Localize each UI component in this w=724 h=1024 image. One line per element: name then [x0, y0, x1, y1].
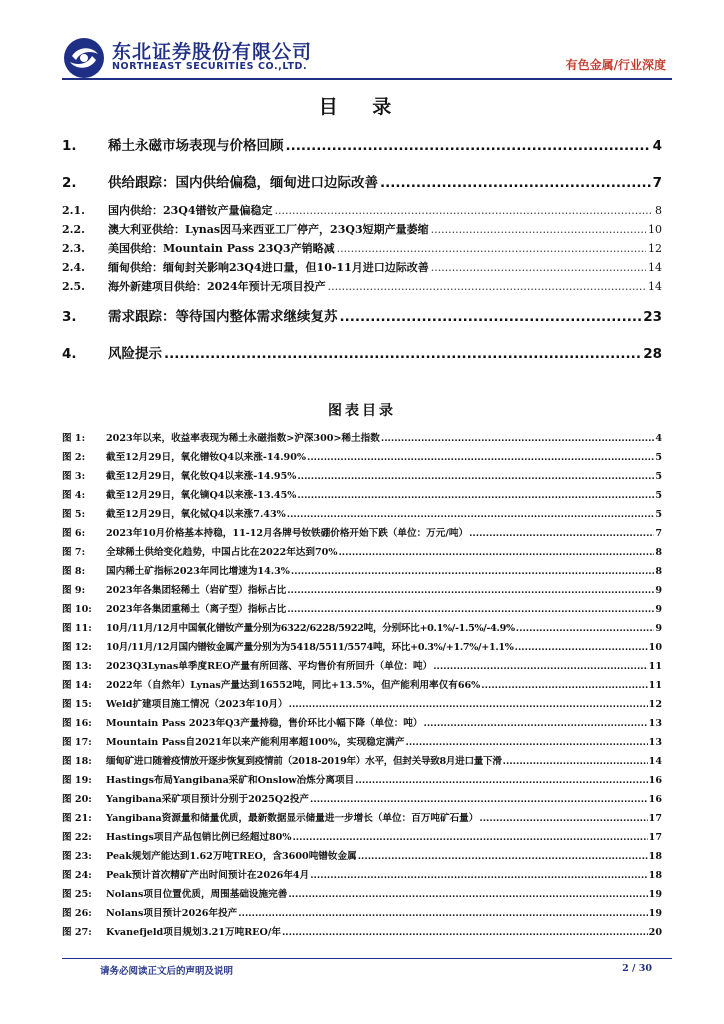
- figure-item[interactable]: [62, 658, 662, 674]
- company-name-cn: 东北证券股份有限公司: [112, 41, 313, 63]
- figure-page: 5: [655, 490, 662, 501]
- dot-leader: [297, 471, 654, 482]
- toc-item-number: 2.3.: [62, 242, 85, 255]
- figure-caption: 2023年各集团轻稀土（岩矿型）指标占比: [106, 585, 287, 596]
- figure-number: 图 12:: [62, 642, 92, 653]
- figure-item[interactable]: [62, 601, 662, 617]
- figure-item[interactable]: [62, 886, 662, 902]
- dot-leader: [310, 794, 648, 805]
- page-number: 2 / 30: [622, 963, 652, 974]
- dot-leader: [433, 661, 647, 672]
- figure-page: 11: [648, 661, 662, 672]
- toc-item-number: 2.2.: [62, 223, 85, 236]
- figure-page: 18: [648, 851, 662, 862]
- figure-item[interactable]: [62, 753, 662, 769]
- figure-item[interactable]: [62, 525, 662, 541]
- figure-number: 图 11:: [62, 623, 92, 634]
- figure-caption: 2023年各集团重稀土（离子型）指标占比: [106, 604, 287, 615]
- figure-number: 图 18:: [62, 756, 92, 767]
- figure-number: 图 20:: [62, 794, 92, 805]
- toc-item-page: 14: [648, 280, 662, 293]
- figure-number: 图 16:: [62, 718, 92, 729]
- figure-page: 17: [648, 813, 662, 824]
- figure-caption: 缅甸矿进口随着疫情放开逐步恢复到疫情前（2018-2019年）水平，但封关导致8月进口量下滑: [106, 756, 502, 767]
- figure-page: 9: [655, 623, 662, 634]
- figure-page: 19: [648, 908, 662, 919]
- footer-disclaimer: 请务必阅读正文后的声明及说明: [100, 966, 234, 977]
- toc-item-number: 4.: [62, 346, 77, 362]
- dot-leader: [289, 699, 648, 710]
- toc-subitem[interactable]: [62, 202, 662, 218]
- toc-item-label: 海外新建项目供给：2024年预计无项目投产: [108, 280, 326, 293]
- dot-leader: [355, 775, 647, 786]
- figure-page: 11: [648, 680, 662, 691]
- header-divider: [62, 78, 672, 80]
- dot-leader: [288, 889, 647, 900]
- toc-item-label: 风险提示: [108, 346, 162, 362]
- report-category: 有色金属/行业深度: [565, 58, 666, 72]
- figure-number: 图 23:: [62, 851, 92, 862]
- figure-item[interactable]: [62, 734, 662, 750]
- toc-item-number: 2.5.: [62, 280, 85, 293]
- page-header: [62, 36, 672, 76]
- figure-item[interactable]: [62, 430, 662, 446]
- figure-number: 图 4:: [62, 490, 86, 501]
- figure-caption: Nolans项目位置优质，周围基础设施完善: [106, 889, 288, 900]
- figure-page: 9: [655, 585, 662, 596]
- figure-number: 图 7:: [62, 547, 86, 558]
- toc-item-label: 供给跟踪：国内供给偏稳，缅甸进口边际改善: [108, 175, 378, 191]
- dot-leader: [338, 547, 654, 558]
- figure-caption: Peak预计首次精矿产出时间预计在2026年4月: [106, 870, 310, 881]
- figure-number: 图 17:: [62, 737, 92, 748]
- dot-leader: [287, 585, 654, 596]
- toc-item-label: 缅甸供给：缅甸封关影响23Q4进口量，但10-11月进口边际改善: [108, 261, 429, 274]
- figure-page: 19: [648, 889, 662, 900]
- figure-caption: 截至12月29日，氧化镨钕Q4以来涨-14.90%: [106, 452, 306, 463]
- figure-item[interactable]: [62, 449, 662, 465]
- figure-page: 8: [655, 547, 662, 558]
- figure-caption: 10月/11月/12月中国氧化镨钕产量分别为6322/6228/5922吨，分别环比+0.1%/-1.5%/-4.9%: [106, 623, 515, 634]
- figure-item[interactable]: [62, 696, 662, 712]
- figure-page: 9: [655, 604, 662, 615]
- figure-number: 图 8:: [62, 566, 86, 577]
- figure-number: 图 25:: [62, 889, 92, 900]
- toc-item-page: 28: [643, 346, 662, 362]
- dot-leader: [297, 490, 654, 501]
- figure-item[interactable]: [62, 791, 662, 807]
- toc-item[interactable]: [62, 342, 662, 362]
- figure-number: 图 13:: [62, 661, 92, 672]
- figure-caption: Kvanefjeld项目规划3.21万吨REO/年: [106, 927, 281, 938]
- figure-caption: Yangibana资源量和储量优质，最新数据显示储量进一步增长（单位：百万吨矿石量）: [106, 813, 479, 824]
- dot-leader: [164, 346, 641, 362]
- toc-item-page: 14: [648, 261, 662, 274]
- figure-page: 17: [648, 832, 662, 843]
- figure-number: 图 5:: [62, 509, 86, 520]
- figure-caption: Peak规划产能达到1.62万吨TREO，含3600吨镨钕金属: [106, 851, 357, 862]
- figure-page: 13: [648, 718, 662, 729]
- dot-leader: [516, 623, 655, 634]
- company-name-en: NORTHEAST SECURITIES CO.,LTD.: [112, 61, 308, 72]
- toc-item-page: 7: [652, 175, 662, 191]
- figure-page: 14: [648, 756, 662, 767]
- toc-item-number: 3.: [62, 309, 77, 325]
- figure-number: 图 22:: [62, 832, 92, 843]
- figure-caption: 国内稀土矿指标2023年同比增速为14.3%: [106, 566, 290, 577]
- dot-leader: [503, 756, 648, 767]
- figure-item[interactable]: [62, 829, 662, 845]
- figure-number: 图 1:: [62, 433, 86, 444]
- figure-number: 图 24:: [62, 870, 92, 881]
- figure-page: 10: [648, 642, 662, 653]
- figure-item[interactable]: [62, 715, 662, 731]
- figure-item[interactable]: [62, 810, 662, 826]
- dot-leader: [380, 175, 651, 191]
- toc-item-page: 23: [643, 309, 662, 325]
- figure-page: 16: [648, 775, 662, 786]
- toc-subitem[interactable]: [62, 278, 662, 294]
- toc-item-page: 12: [648, 242, 662, 255]
- figure-number: 图 26:: [62, 908, 92, 919]
- toc-item-label: 澳大利亚供给：Lynas因马来西亚工厂停产，23Q3短期产量萎缩: [108, 223, 429, 236]
- figure-page: 20: [648, 927, 662, 938]
- figure-number: 图 15:: [62, 699, 92, 710]
- company-logo-icon: [62, 36, 106, 80]
- toc-item-label: 国内供给：23Q4镨钕产量偏稳定: [108, 204, 273, 217]
- figure-item[interactable]: [62, 544, 662, 560]
- footer-divider: [62, 958, 672, 959]
- figure-caption: 全球稀土供给变化趋势，中国占比在2022年达到70%: [106, 547, 338, 558]
- figure-number: 图 14:: [62, 680, 92, 691]
- figure-number: 图 19:: [62, 775, 92, 786]
- figure-page: 5: [655, 452, 662, 463]
- figure-item[interactable]: [62, 677, 662, 693]
- dot-leader: [481, 680, 647, 691]
- figure-page: 12: [648, 699, 662, 710]
- figure-caption: Hastings布局Yangibana采矿和Onslow冶炼分离项目: [106, 775, 355, 786]
- toc-item[interactable]: [62, 305, 662, 325]
- figure-number: 图 6:: [62, 528, 86, 539]
- figure-page: 5: [655, 509, 662, 520]
- toc-subitem[interactable]: [62, 259, 662, 275]
- dot-leader: [358, 851, 648, 862]
- figure-number: 图 10:: [62, 604, 92, 615]
- toc-subitem[interactable]: [62, 221, 662, 237]
- dot-leader: [287, 509, 655, 520]
- toc-item-label: 稀土永磁市场表现与价格回顾: [108, 138, 284, 154]
- toc-item-number: 2.: [62, 175, 77, 191]
- figure-list-title: 图表目录: [328, 403, 396, 419]
- figure-page: 18: [648, 870, 662, 881]
- toc-item-page: 10: [648, 223, 662, 236]
- figure-page: 8: [655, 566, 662, 577]
- figure-item[interactable]: [62, 487, 662, 503]
- toc-item[interactable]: [62, 171, 662, 191]
- figure-caption: Mountain Pass 2023年Q3产量持稳，售价环比小幅下降（单位：吨）: [106, 718, 423, 729]
- figure-caption: 截至12月29日，氧化铽Q4以来涨7.43%: [106, 509, 286, 520]
- dot-leader: [337, 242, 646, 255]
- figure-item[interactable]: [62, 620, 662, 636]
- figure-number: 图 2:: [62, 452, 86, 463]
- figure-caption: 2023年以来，收益率表现为稀土永磁指数>沪深300>稀土指数: [106, 433, 380, 444]
- dot-leader: [431, 261, 646, 274]
- dot-leader: [287, 604, 654, 615]
- figure-item[interactable]: [62, 772, 662, 788]
- figure-caption: Weld扩建项目施工情况（2023年10月）: [106, 699, 288, 710]
- dot-leader: [291, 566, 654, 577]
- figure-caption: Nolans项目预计2026年投产: [106, 908, 238, 919]
- dot-leader: [286, 138, 651, 154]
- toc-subitem[interactable]: [62, 240, 662, 256]
- toc-item-page: 4: [652, 138, 662, 154]
- figure-caption: 截至12月29日，氧化镝Q4以来涨-13.45%: [106, 490, 297, 501]
- figure-number: 图 21:: [62, 813, 92, 824]
- figure-item[interactable]: [62, 582, 662, 598]
- figure-page: 16: [648, 794, 662, 805]
- toc-item[interactable]: [62, 134, 662, 154]
- dot-leader: [282, 927, 648, 938]
- toc-item-number: 2.4.: [62, 261, 85, 274]
- figure-item[interactable]: [62, 506, 662, 522]
- figure-number: 图 9:: [62, 585, 86, 596]
- dot-leader: [469, 528, 654, 539]
- figure-caption: 2023年10月价格基本持稳，11-12月各牌号钕铁硼价格开始下跌（单位：万元/吨）: [106, 528, 469, 539]
- figure-number: 图 3:: [62, 471, 86, 482]
- dot-leader: [431, 223, 646, 236]
- figure-item[interactable]: [62, 639, 662, 655]
- figure-caption: Hastings项目产品包销比例已经超过80%: [106, 832, 292, 843]
- dot-leader: [515, 642, 648, 653]
- toc-item-number: 1.: [62, 138, 77, 154]
- figure-caption: 2022年（自然年）Lynas产量达到16552吨，同比+13.5%，但产能利用率仅有66%: [106, 680, 481, 691]
- dot-leader: [406, 737, 648, 748]
- dot-leader: [479, 813, 647, 824]
- figure-item[interactable]: [62, 468, 662, 484]
- figure-item[interactable]: [62, 563, 662, 579]
- dot-leader: [340, 309, 642, 325]
- dot-leader: [328, 280, 646, 293]
- figure-caption: Yangibana采矿项目预计分别于2025Q2投产: [106, 794, 310, 805]
- dot-leader: [238, 908, 647, 919]
- figure-item[interactable]: [62, 905, 662, 921]
- figure-caption: Mountain Pass自2021年以来产能利用率超100%，实现稳定满产: [106, 737, 405, 748]
- dot-leader: [292, 832, 647, 843]
- toc-item-number: 2.1.: [62, 204, 85, 217]
- figure-caption: 10月/11月/12月国内镨钕金属产量分别为为5418/5511/5574吨，环比+0.3%/+1.7%/+1.1%: [106, 642, 514, 653]
- figure-page: 4: [655, 433, 662, 444]
- figure-page: 5: [655, 471, 662, 482]
- figure-caption: 截至12月29日，氧化钕Q4以来涨-14.95%: [106, 471, 297, 482]
- dot-leader: [424, 718, 648, 729]
- figure-page: 13: [648, 737, 662, 748]
- toc-item-label: 美国供给：Mountain Pass 23Q3产销略减: [108, 242, 335, 255]
- dot-leader: [275, 204, 653, 217]
- toc-title: 目 录: [318, 96, 406, 118]
- toc-item-page: 8: [655, 204, 662, 217]
- figure-item[interactable]: [62, 848, 662, 864]
- dot-leader: [307, 452, 654, 463]
- dot-leader: [381, 433, 654, 444]
- figure-number: 图 27:: [62, 927, 92, 938]
- figure-caption: 2023Q3Lynas单季度REO产量有所回落、平均售价有所回升（单位：吨）: [106, 661, 433, 672]
- toc-item-label: 需求跟踪：等待国内整体需求继续复苏: [108, 309, 338, 325]
- figure-item[interactable]: [62, 924, 662, 940]
- figure-page: 7: [655, 528, 662, 539]
- figure-item[interactable]: [62, 867, 662, 883]
- dot-leader: [310, 870, 647, 881]
